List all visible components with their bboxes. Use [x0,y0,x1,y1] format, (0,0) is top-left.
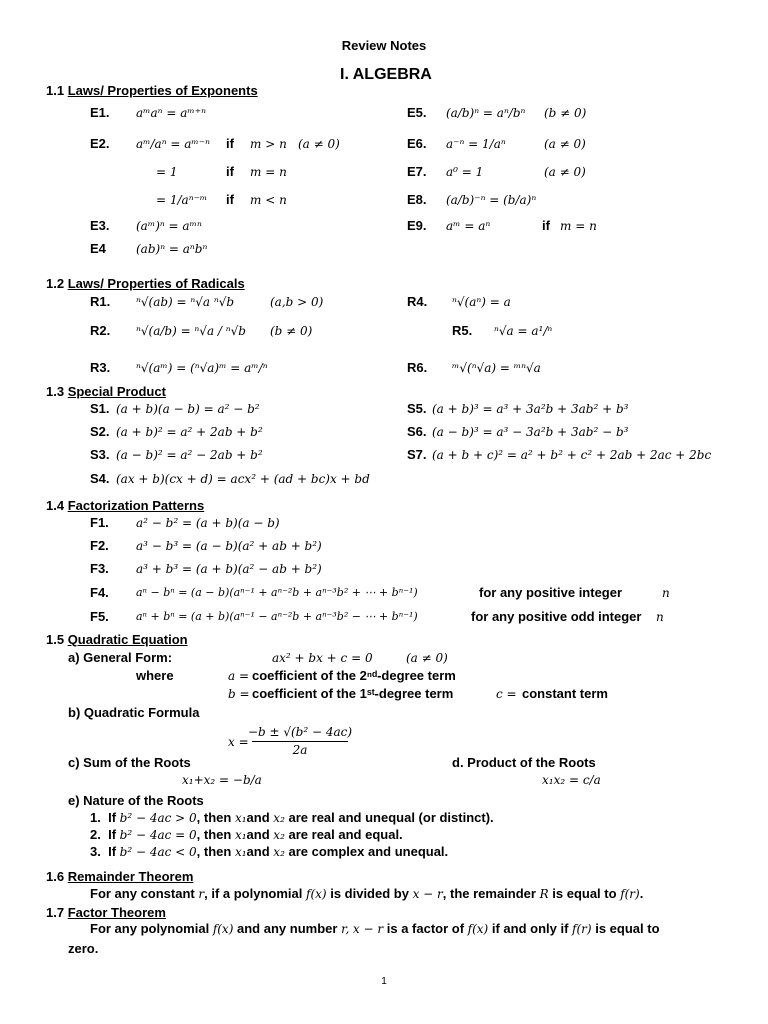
rule-formula: a⁰ = 1 [446,165,484,179]
condition-if: if [542,218,550,233]
rule-formula: ⁿ√a = a¹/ⁿ [494,324,553,338]
rule-formula: = 1/aⁿ⁻ᵐ [156,193,208,207]
rule-label: S3. [90,447,110,462]
coef-description: coefficient of the 2ⁿᵈ-degree term [252,668,456,683]
rule-formula: (a + b)³ = a³ + 3a²b + 3ab² + b³ [432,402,629,416]
rule-formula: = 1 [156,165,178,179]
rule-label: S6. [407,424,427,439]
rule-label: E9. [407,218,427,233]
factor-theorem-text-end: zero. [68,941,99,956]
rule-formula: (a + b)(a − b) = a² − b² [116,402,260,416]
general-form-formula: ax² + bx + c = 0 [272,651,373,665]
rule-formula: (ab)ⁿ = aⁿbⁿ [136,242,208,256]
rule-label: E6. [407,136,427,151]
rule-formula: (a + b)² = a² + 2ab + b² [116,425,263,439]
rule-formula: (aᵐ)ⁿ = aᵐⁿ [136,219,202,233]
section-heading-quadratic: 1.5 Quadratic Equation [46,632,188,647]
rule-label: E4 [90,241,106,256]
rule-label: R2. [90,323,111,338]
rule-formula: ⁿ√(ab) = ⁿ√a ⁿ√b [136,295,235,309]
product-roots-formula: x₁x₂ = c/a [542,773,601,787]
rule-label: R5. [452,323,473,338]
page-title: I. ALGEBRA [340,66,432,83]
note-variable: n [662,586,670,600]
rule-label: E8. [407,192,427,207]
coef-description: constant term [522,686,608,701]
nature-item: 2. If b² − 4ac = 0, then x₁and x₂ are real and equal. [90,827,403,842]
rule-formula: a³ + b³ = (a + b)(a² − ab + b²) [136,562,322,576]
rule-label: S1. [90,401,110,416]
nature-item: 1. If b² − 4ac > 0, then x₁and x₂ are real and unequal (or distinct). [90,810,494,825]
page-number: 1 [381,976,387,987]
rule-formula: a³ − b³ = (a − b)(a² + ab + b²) [136,539,322,553]
coef-var: a = [228,669,250,683]
rule-formula: (ax + b)(cx + d) = acx² + (ad + bc)x + bd [116,472,370,486]
rule-label: F3. [90,561,109,576]
restriction: (b ≠ 0) [270,324,313,338]
coef-var: c = [496,687,517,701]
rule-label: S4. [90,471,110,486]
rule-label: S5. [407,401,427,416]
condition: m < n [250,193,287,207]
rule-label: E2. [90,136,110,151]
condition: m = n [250,165,287,179]
rule-formula: aᵐaⁿ = aᵐ⁺ⁿ [136,106,206,120]
rule-label: E5. [407,105,427,120]
rule-formula: (a − b)² = a² − 2ab + b² [116,448,263,462]
sum-roots-formula: x₁+x₂ = −b/a [182,773,262,787]
section-heading-exponents: 1.1 Laws/ Properties of Exponents [46,83,258,98]
rule-formula: aⁿ + bⁿ = (a + b)(aⁿ⁻¹ − aⁿ⁻²b + aⁿ⁻³b² − ⋯ + bⁿ⁻¹) [136,610,418,623]
rule-formula: aᵐ/aⁿ = aᵐ⁻ⁿ [136,137,210,151]
restriction: (a ≠ 0) [544,165,586,179]
section-heading-special-product: 1.3 Special Product [46,384,166,399]
rule-formula: a² − b² = (a + b)(a − b) [136,516,280,530]
rule-label: R1. [90,294,111,309]
restriction: (a ≠ 0) [298,137,340,151]
quadratic-formula-label: b) Quadratic Formula [68,705,200,720]
rule-label: E3. [90,218,110,233]
nature-roots-label: e) Nature of the Roots [68,793,204,808]
remainder-theorem-text: For any constant r, if a polynomial f(x) is divided by x − r, the remainder R is equal to f(r). [90,886,644,901]
review-notes-label: Review Notes [341,38,427,53]
rule-formula: (a − b)³ = a³ − 3a²b + 3ab² − b³ [432,425,629,439]
restriction: (a,b > 0) [270,295,324,309]
restriction: (a ≠ 0) [544,137,586,151]
rule-label: E1. [90,105,110,120]
rule-formula: ᵐ√(ⁿ√a) = ᵐⁿ√a [452,361,541,375]
rule-note: for any positive integer [479,585,623,600]
coef-description: coefficient of the 1ˢᵗ-degree term [252,686,454,701]
condition-if: if [226,192,234,207]
rule-formula: ⁿ√(a/b) = ⁿ√a / ⁿ√b [136,324,246,338]
rule-label: F5. [90,609,109,624]
rule-label: F4. [90,585,109,600]
rule-formula: ⁿ√(aᵐ) = (ⁿ√a)ᵐ = aᵐ/ⁿ [136,361,268,375]
coef-var: b = [228,687,250,701]
restriction: (b ≠ 0) [544,106,587,120]
rule-label: F1. [90,515,109,530]
rule-formula: (a/b)ⁿ = aⁿ/bⁿ [446,106,526,120]
nature-item: 3. If b² − 4ac < 0, then x₁and x₂ are complex and unequal. [90,844,449,859]
rule-formula: (a + b + c)² = a² + b² + c² + 2ab + 2ac + 2bc [432,448,712,462]
section-heading-factor: 1.7 Factor Theorem [46,905,166,920]
section-heading-radicals: 1.2 Laws/ Properties of Radicals [46,276,245,291]
rule-label: S2. [90,424,110,439]
rule-label: R3. [90,360,111,375]
condition: m > n [250,137,287,151]
rule-formula: ⁿ√(aⁿ) = a [452,295,511,309]
condition-if: if [226,164,234,179]
condition: m = n [560,219,597,233]
formula-denominator: 2a [292,743,308,757]
rule-label: R6. [407,360,428,375]
rule-note: for any positive odd integer [471,609,642,624]
restriction: (a ≠ 0) [406,651,448,665]
where-label: where [136,668,174,683]
condition-if: if [226,136,234,151]
rule-label: R4. [407,294,428,309]
rule-formula: (a/b)⁻ⁿ = (b/a)ⁿ [446,193,537,207]
general-form-label: a) General Form: [68,650,173,665]
rule-label: F2. [90,538,109,553]
rule-label: E7. [407,164,427,179]
factor-theorem-text: For any polynomial f(x) and any number r, x − r is a factor of f(x) if and only if f(r) is equal to [90,921,660,936]
rule-formula: aᵐ = aⁿ [446,219,491,233]
formula-numerator: −b ± √(b² − 4ac) [247,725,353,739]
section-heading-remainder: 1.6 Remainder Theorem [46,869,194,884]
sum-roots-label: c) Sum of the Roots [68,755,191,770]
rule-formula: a⁻ⁿ = 1/aⁿ [446,137,506,151]
product-roots-label: d. Product of the Roots [452,755,596,770]
section-heading-factorization: 1.4 Factorization Patterns [46,498,205,513]
rule-formula: aⁿ − bⁿ = (a − b)(aⁿ⁻¹ + aⁿ⁻²b + aⁿ⁻³b² + ⋯ + bⁿ⁻¹) [136,586,418,599]
formula-lhs: x = [228,735,249,749]
rule-label: S7. [407,447,427,462]
note-variable: n [656,610,664,624]
